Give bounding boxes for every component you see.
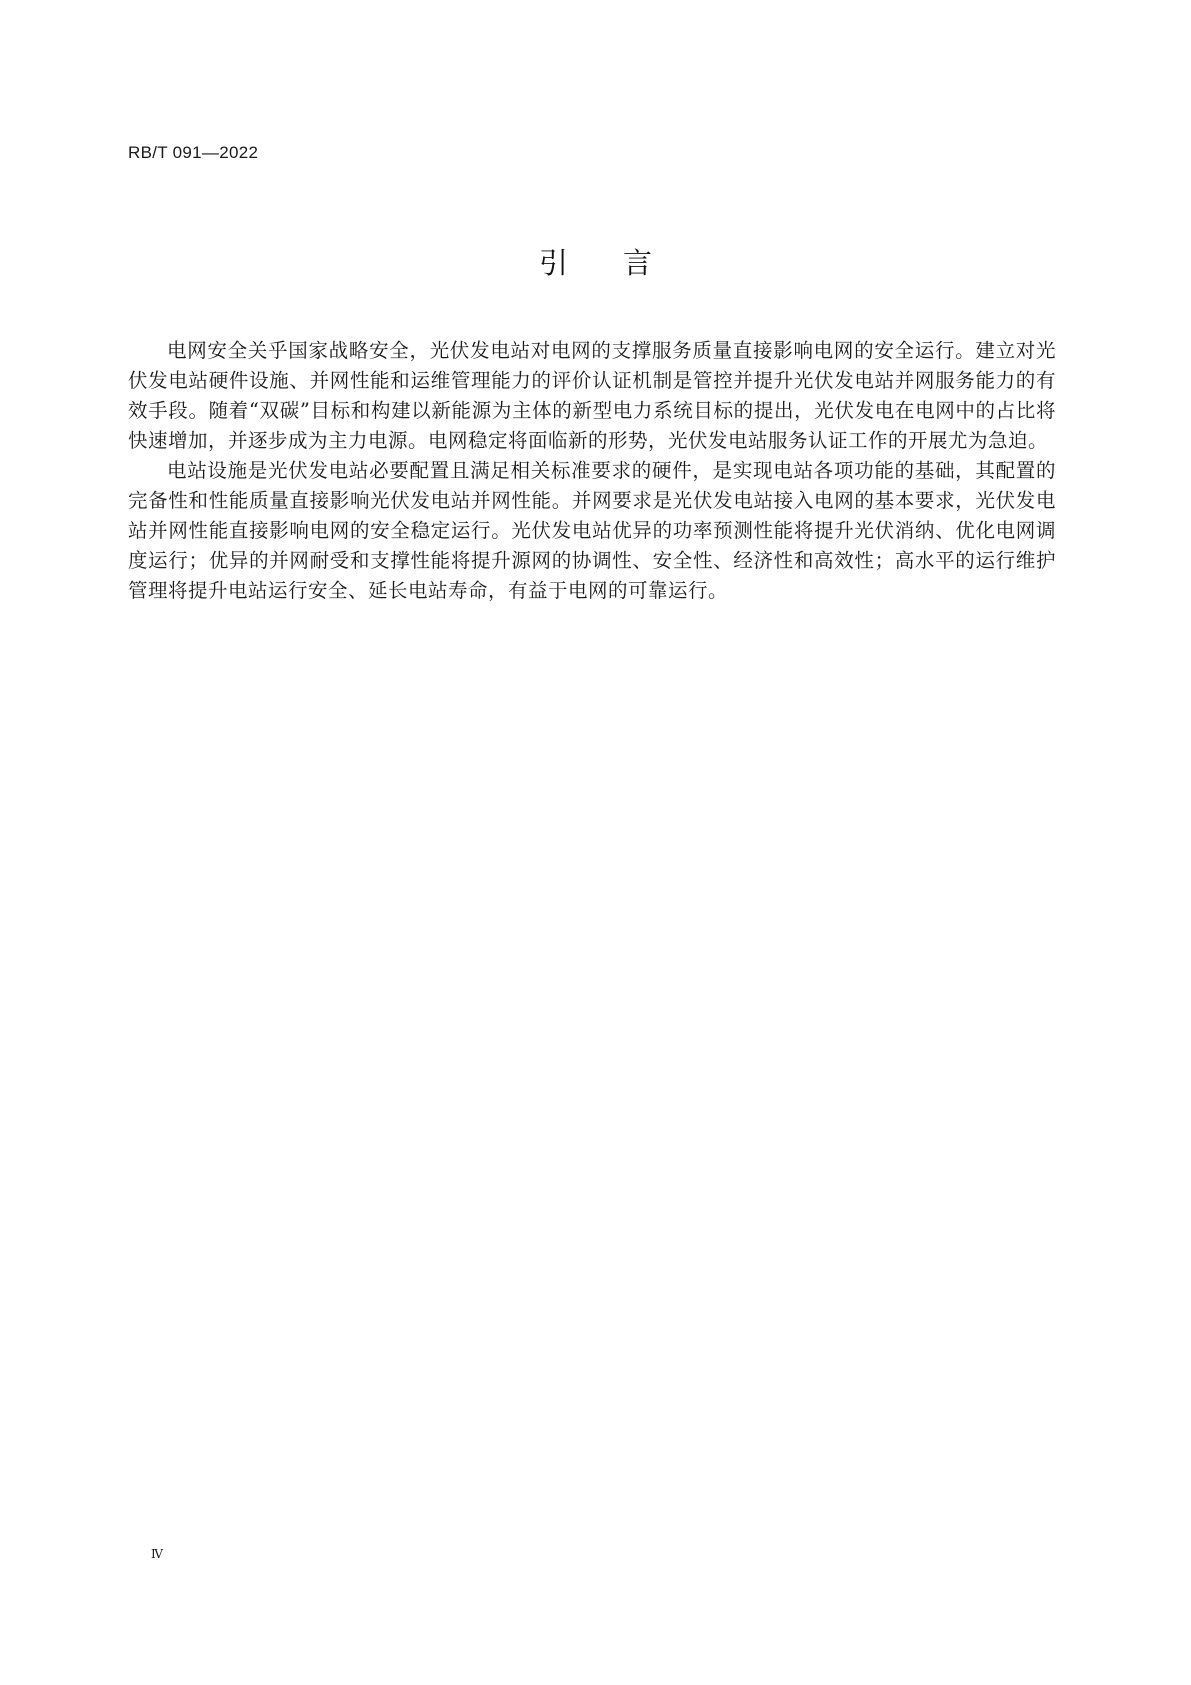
paragraph-1: 电网安全关乎国家战略安全，光伏发电站对电网的支撑服务质量直接影响电网的安全运行。建立对光伏发电站硬件设施、并网性能和运维管理能力的评价认证机制是管控并提升光伏发电站并网服务能力的有效手段。随着“双碳”目标和构建以新能源为主体的新型电力系统目标的提出，光伏发电在电网中的占比将快速增加，并逐步成为主力电源。电网稳定将面临新的形势，光伏发电站服务认证工作的开展尤为急迫。: [128, 339, 1056, 452]
page-title: 引言: [538, 246, 707, 280]
paragraph-2: 电站设施是光伏发电站必要配置且满足相关标准要求的硬件，是实现电站各项功能的基础，其配置的完备性和性能质量直接影响光伏发电站并网性能。并网要求是光伏发电站接入电网的基本要求，光伏发电站并网性能直接影响电网的安全稳定运行。光伏发电站优异的功率预测性能将提升光伏消纳、优化电网调度运行；优异的并网耐受和支撑性能将提升源网的协调性、安全性、经济性和高效性；高水平的运行维护管理将提升电站运行安全、延长电站寿命，有益于电网的可靠运行。: [128, 459, 1056, 602]
body-text: [128, 336, 1056, 606]
page-number: Ⅳ: [151, 1547, 163, 1561]
standard-code: RB/T 091—2022: [128, 143, 259, 162]
